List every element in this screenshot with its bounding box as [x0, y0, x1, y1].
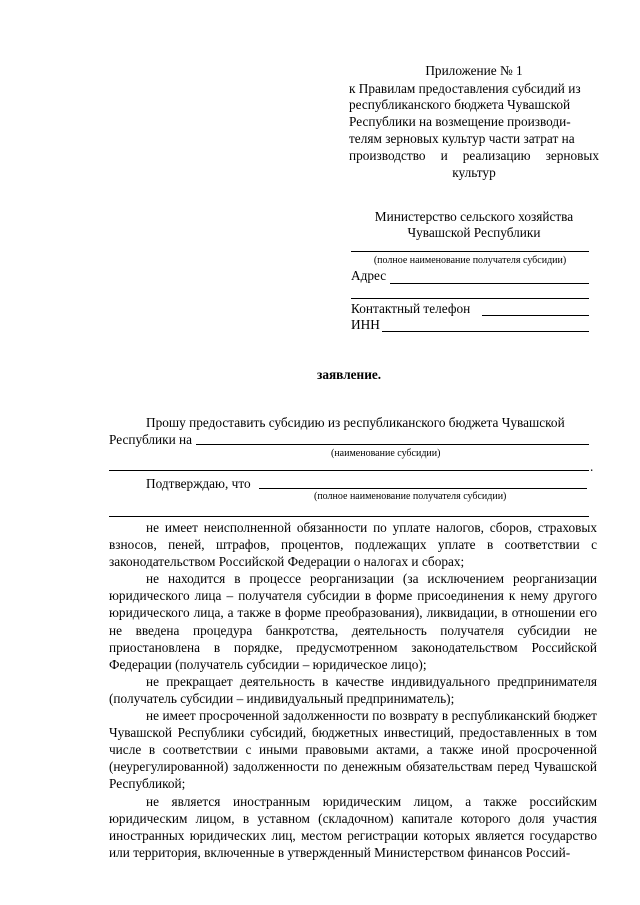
confirm-recipient-caption: (полное наименование получателя субсидии) [314, 491, 507, 502]
document-title: заявление. [317, 367, 382, 382]
appendix-line: культур [452, 165, 496, 180]
request-line1: Прошу предоставить субсидию из республиканского бюджета Чувашской [146, 415, 565, 430]
confirm-recipient-blank[interactable] [259, 488, 587, 489]
request-line2-prefix: Республики на [109, 432, 193, 447]
ministry-name-line2: Чувашской Республики [407, 225, 541, 240]
ministry-name-line1: Министерство сельского хозяйства [374, 209, 574, 224]
recipient-name-blank[interactable] [351, 251, 589, 252]
inn-blank[interactable] [382, 331, 589, 332]
appendix-line: республиканского бюджета Чувашской [349, 97, 571, 112]
address-blank[interactable] [390, 283, 589, 284]
condition-paragraph: не находится в процессе реорганизации (за исключением реорганизации юридического лица – получателя субсидии в форме присоединения к нему другого юридического лица, а также в форме преобразования), ликвидации, в отношении его не введена процедура банкротства, деятельность получателя субсидии не приостановлена в порядке, предусмотренном законодательством Российской Федерации (получатель субсидии – юридическое лицо); [109, 571, 597, 672]
address-blank-2[interactable] [351, 298, 589, 299]
condition-paragraph: не имеет просроченной задолженности по возврату в республиканский бюджет Чувашской Республики субсидий, бюджетных инвестиций, предоставленных в том числе в соответствии с иными правовыми актами, а также иной просроченной (неурегулированной) задолженности по денежным обязательствам перед Чувашской Республикой; [109, 708, 597, 792]
address-label: Адрес [351, 268, 387, 283]
condition-paragraph: не прекращает деятельность в качестве индивидуального предпринимателя (получатель субсидии – индивидуальный предприниматель); [109, 673, 597, 706]
inn-label: ИНН [351, 317, 380, 332]
condition-paragraph: не имеет неисполненной обязанности по уплате налогов, сборов, страховых взносов, пеней, штрафов, процентов, подлежащих уплате в соответствии с законодательством Российской Федерации о налогах и сборах; [109, 520, 597, 570]
confirm-prefix: Подтверждаю, что [146, 476, 251, 491]
appendix-line: телям зерновых культур части затрат на [349, 131, 575, 146]
confirm-recipient-blank-2[interactable] [109, 516, 589, 517]
appendix-number: Приложение № 1 [425, 63, 523, 78]
phone-blank[interactable] [482, 315, 589, 316]
appendix-line: Республики на возмещение производи- [349, 114, 571, 129]
subsidy-name-caption: (наименование субсидии) [331, 448, 441, 459]
appendix-line: производство и реализацию зерновых [349, 148, 599, 163]
request-period: . [590, 459, 594, 474]
subsidy-name-blank[interactable] [196, 444, 589, 445]
phone-label: Контактный телефон [351, 301, 471, 316]
condition-paragraph: не является иностранным юридическим лицом, а также российским юридическим лицом, в уставном (складочном) капитале которого доля участия иностранных юридических лиц, местом регистрации которых является государство или территория, включенные в утвержденный Министерством финансов Россий- [109, 793, 597, 860]
recipient-name-caption: (полное наименование получателя субсидии) [373, 255, 567, 266]
appendix-line: к Правилам предоставления субсидий из [349, 81, 581, 96]
subsidy-name-blank-2[interactable] [109, 470, 589, 471]
conditions-body [109, 519, 597, 861]
